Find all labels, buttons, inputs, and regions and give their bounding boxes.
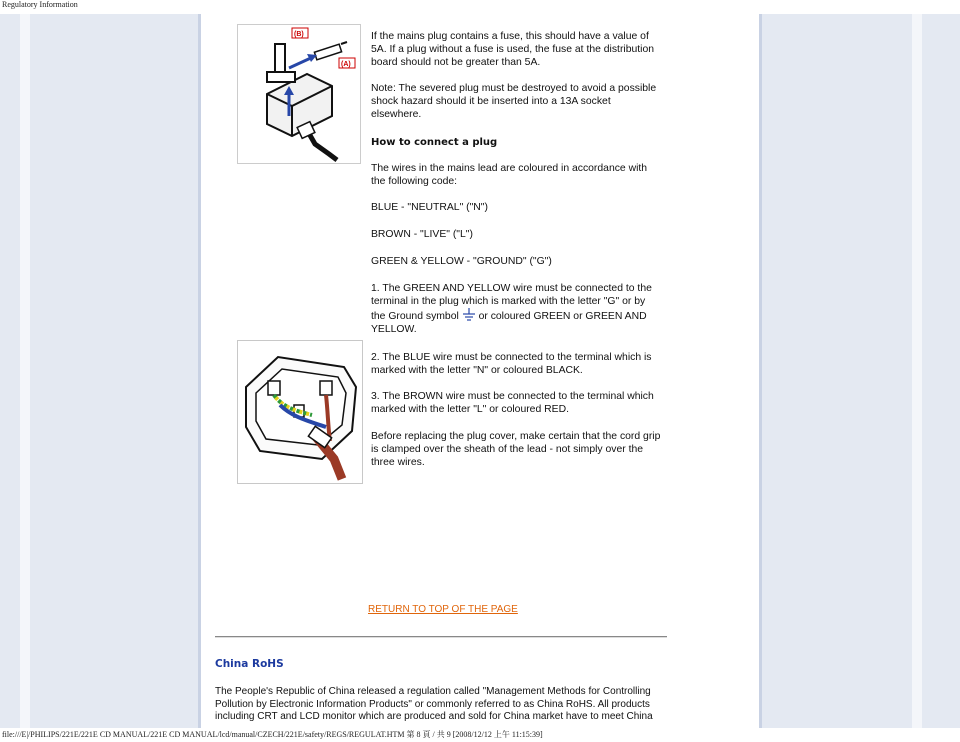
section-divider xyxy=(215,636,667,638)
note-text: Note: The severed plug must be destroyed to avoid a possible shock hazard should it be inserted into a 13A socket elsewhere. xyxy=(371,83,657,120)
plug-wiring-illustration xyxy=(237,340,363,484)
plug-fuse-illustration xyxy=(237,24,361,164)
right-side-stripe xyxy=(912,14,922,728)
wire-code-intro: The wires in the mains lead are coloured in accordance with the following code: xyxy=(371,163,648,187)
return-to-top-link[interactable]: RETURN TO TOP OF THE PAGE xyxy=(368,604,518,615)
code-green-yellow: GREEN & YELLOW - "GROUND" ("G") xyxy=(371,256,552,267)
right-side-panel xyxy=(762,14,960,728)
plug-fuse-diagram xyxy=(237,24,361,164)
fuse-paragraph xyxy=(371,30,661,69)
china-rohs-title: China RoHS xyxy=(215,658,284,670)
china-rohs-text: The People's Republic of China released a regulation called "Management Methods for Controlling Pollution by Electronic Information Products" or commonly referred to as China RoHS. All products including CRT and LCD monitor which are produced and sold for China market have to meet China xyxy=(215,686,653,722)
page-footer-path: file:///E|/PHILIPS/221E/221E CD MANUAL/221E CD MANUAL/lcd/manual/CZECH/221E/safety/REGS/REGULAT.HTM 第 8 頁 / 共 9 [2008/12/12 上午 11:15:39] xyxy=(2,730,543,739)
code-brown: BROWN - "LIVE" ("L") xyxy=(371,229,473,240)
step-2: 2. The BLUE wire must be connected to the terminal which is marked with the letter "N" or coloured BLACK. xyxy=(371,352,652,376)
closing-paragraph: Before replacing the plug cover, make certain that the cord grip is clamped over the sheath of the lead - not simply over the three wires. xyxy=(371,431,661,468)
document-content xyxy=(201,14,759,728)
label-b: (B) xyxy=(294,31,304,38)
code-blue: BLUE - "NEUTRAL" ("N") xyxy=(371,202,488,213)
page-header-title: Regulatory Information xyxy=(2,0,78,9)
ground-symbol-icon xyxy=(462,308,476,321)
connect-plug-heading: How to connect a plug xyxy=(371,137,498,148)
plug-wiring-diagram xyxy=(238,341,362,483)
note-paragraph xyxy=(371,82,661,121)
step-1-text-a: 1. The GREEN AND YELLOW wire must be connected to the terminal in the plug which is marked with the letter "G" or by the Ground symbol xyxy=(371,283,652,322)
step-3: 3. The BROWN wire must be connected to the terminal which marked with the letter "L" or coloured RED. xyxy=(371,391,654,415)
right-panel-edge xyxy=(759,14,762,728)
fuse-text: If the mains plug contains a fuse, this should have a value of 5A. If a plug without a fuse is used, the fuse at the distribution board should not be greater than 5A. xyxy=(371,31,655,68)
left-side-stripe xyxy=(20,14,30,728)
label-a: (A) xyxy=(341,61,351,68)
step-1 xyxy=(371,282,661,336)
step-1-text-b: or coloured GREEN or GREEN AND YELLOW. xyxy=(371,311,647,335)
